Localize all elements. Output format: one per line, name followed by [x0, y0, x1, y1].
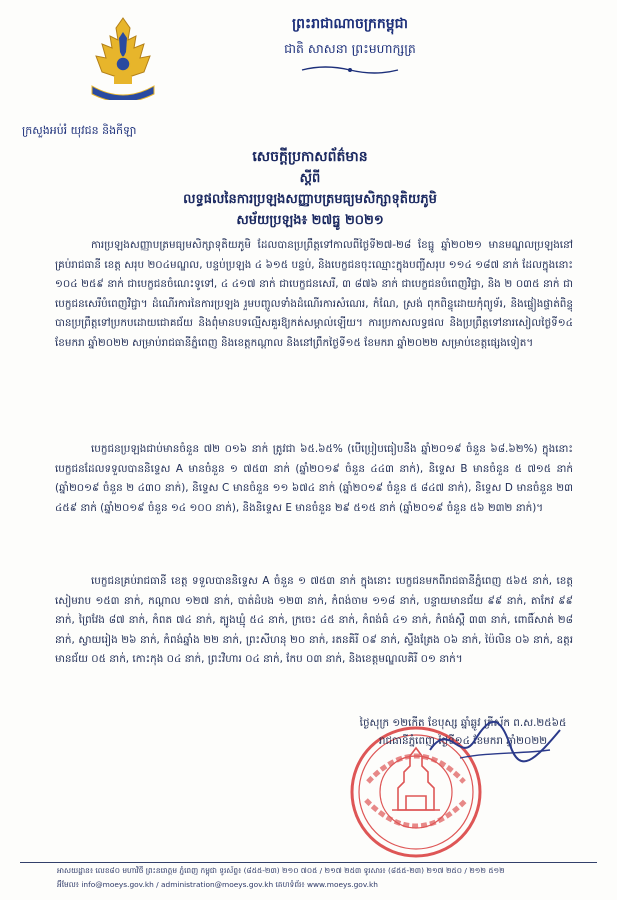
ministry-name: ក្រសួងអប់រំ យុវជន និងកីឡា — [22, 124, 137, 137]
paragraph-pass-results: បេក្ខជនប្រឡងជាប់មានចំនួន ៧២ ០១៦ នាក់ ត្រូវជា ៦៥.៦៥% (បើប្រៀបធៀបនឹង ឆ្នាំ២០១៩ ចំនួន ៦៨.៦២%) ក្នុងនោះបេក្ខជនដែលទទួលបាននិទ្ទេស A មានចំនួន ១ ៧៥៣ នាក់ (ឆ្នាំ២០១៩ ចំនួន ៤៤៣ នាក់), និទ្ទេស B មានចំនួន ៥ ៧១៥ នាក់ (ឆ្នាំ២០១៩ ចំនួន ២ ៤៣០ នាក់), និទ្ទេស C មានចំនួន ១១ ៦៧៤ នាក់ (ឆ្នាំ២០១៩ ចំនួន ៥ ៨៤៧ នាក់), និទ្ទេស D មានចំនួន ២៣ ៤៥៩ នាក់ (ឆ្នាំ២០១៩ ចំនួន ១៤ ១០០ នាក់), និងនិទ្ទេស E មានចំនួន ២៩ ៥១៥ នាក់ (ឆ្នាំ២០១៩ ចំនួន ៥៦ ២៣២ នាក់)។ — [55, 443, 573, 514]
footer-divider — [20, 862, 597, 863]
solar-date: រាជធានីភ្នំពេញ ថ្ងៃទី១៤ ខែមករា ឆ្នាំ២០២២ — [378, 735, 548, 747]
exam-session: សម័យប្រឡង៖ ២៧ធ្នូ ២០២១ — [236, 213, 384, 228]
footer-address: អាសយដ្ឋាន៖ លេខ៨០ មហាវិថី ព្រះនរោត្តម ភ្នំពេញ កម្ពុជា ទូរស័ព្ទ៖ (៨៥៥-២៣) ២១០ ៧០៥ / ២១៧ ២៥៣ ទូរសារ៖ (៨៥៥-២៣) ២១៧ ២៥០ / ២១២ ៥១២ — [57, 866, 505, 875]
national-motto: ជាតិ សាសនា ព្រះមហាក្សត្រ — [284, 41, 416, 56]
document-title-about: ស្តីពី — [299, 171, 321, 186]
ministry-emblem-icon — [84, 14, 162, 100]
signature-icon — [420, 710, 570, 770]
ornament-divider-icon — [300, 64, 400, 76]
document-subject: លទ្ធផលនៃការប្រឡងសញ្ញាបត្រមធ្យមសិក្សាទុតិយភូមិ — [183, 192, 437, 207]
paragraph-grade-a-by-province: បេក្ខជនគ្រប់រាជធានី ខេត្ត ទទួលបាននិទ្ទេស A ចំនួន ១ ៧៥៣ នាក់ ក្នុងនោះ បេក្ខជនមកពីរាជធានីភ្នំពេញ ៥៦៥ នាក់, ខេត្តសៀមរាប ១៥៣ នាក់, កណ្តាល ១២៧ នាក់, បាត់ដំបង ១២៣ នាក់, កំពង់ចាម ១១៨ នាក់, បន្ទាយមានជ័យ ៩៩ នាក់, តាកែវ ៩៩ នាក់, ព្រៃវែង ៨៧ នាក់, កំពត ៧៤ នាក់, ត្បូងឃ្មុំ ៥៤ នាក់, ក្រចេះ ៤៥ នាក់, កំពង់ធំ ៤១ នាក់, កំពង់ស្ពឺ ៣៣ នាក់, ពោធិ៍សាត់ ២៨ នាក់, ស្វាយរៀង ២៦ នាក់, កំពង់ឆ្នាំង ២២ នាក់, ព្រះសីហនុ ២០ នាក់, រតនគិរី ០៩ នាក់, ស្ទឹងត្រែង ០៦ នាក់, ប៉ៃលិន ០៦ នាក់, ឧត្តរមានជ័យ ០៥ នាក់, កោះកុង ០៤ នាក់, ព្រះវិហារ ០៤ នាក់, កែប ០៣ នាក់, និងខេត្តមណ្ឌលគិរី ០១ នាក់។ — [55, 575, 573, 666]
lunar-date: ថ្ងៃសុក្រ ១២កើត ខែបុស្ស ឆ្នាំឆ្លូវ ត្រីស័ក ព.ស.២៥៦៥ — [359, 717, 567, 729]
document-title: សេចក្តីប្រកាសព័ត៌មាន — [252, 149, 368, 165]
footer-contacts: អ៊ីមែល៖ info@moeys.gov.kh / administration@moeys.gov.kh គេហទំព័រ៖ www.moeys.gov.kh — [57, 880, 378, 889]
paragraph-exam-overview: ការប្រឡងសញ្ញាបត្រមធ្យមសិក្សាទុតិយភូមិ ដែលបានប្រព្រឹត្តទៅកាលពីថ្ងៃទី២៧-២៨ ខែធ្នូ ឆ្នាំ២០២១ មានមណ្ឌលប្រឡងនៅគ្រប់រាជធានី ខេត្ត សរុប ២០៤មណ្ឌល, បន្ទប់ប្រឡង ៤ ៦១៥ បន្ទប់, និងបេក្ខជនចុះឈ្មោះក្នុងបញ្ជីសរុប ១១៤ ១៨៧ នាក់ ដែលក្នុងនោះ ១០៤ ២៥៩ នាក់ ជាបេក្ខជនចំណេះទូទៅ, ៤ ៤១៧ នាក់ ជាបេក្ខជនសេរី, ៣ ៨៧៦ នាក់ ជាបេក្ខជនបំពេញវិជ្ជា, និង ២ ០៣៥ នាក់ ជាបេក្ខជនសេរីបំពេញវិជ្ជា។ ដំណើរការនៃការប្រឡង រួមបញ្ចូលទាំងដំណើរការសំណេរ, កំណែ, ស្រង់ ពុកពិន្ទុដោយកុំព្យូទ័រ, និងផ្ទៀងផ្ទាត់ពិន្ទុ បានប្រព្រឹត្តទៅប្រកបដោយជោគជ័យ និងពុំមានបទល្មើសគួរឱ្យកត់សម្គាល់ឡើយ។ ការប្រកាសលទ្ធផល និងប្រព្រឹត្តទៅនារសៀលថ្ងៃទី១៤ ខែមករា ឆ្នាំ២០២២ សម្រាប់រាជធានីភ្នំពេញ និងខេត្តកណ្តាល និងនៅព្រឹកថ្ងៃទី១៥ ខែមករា ឆ្នាំ២០២២ សម្រាប់ខេត្តផ្សេងទៀត។ — [55, 239, 573, 349]
kingdom-header: ព្រះរាជាណាចក្រកម្ពុជា — [291, 16, 408, 32]
